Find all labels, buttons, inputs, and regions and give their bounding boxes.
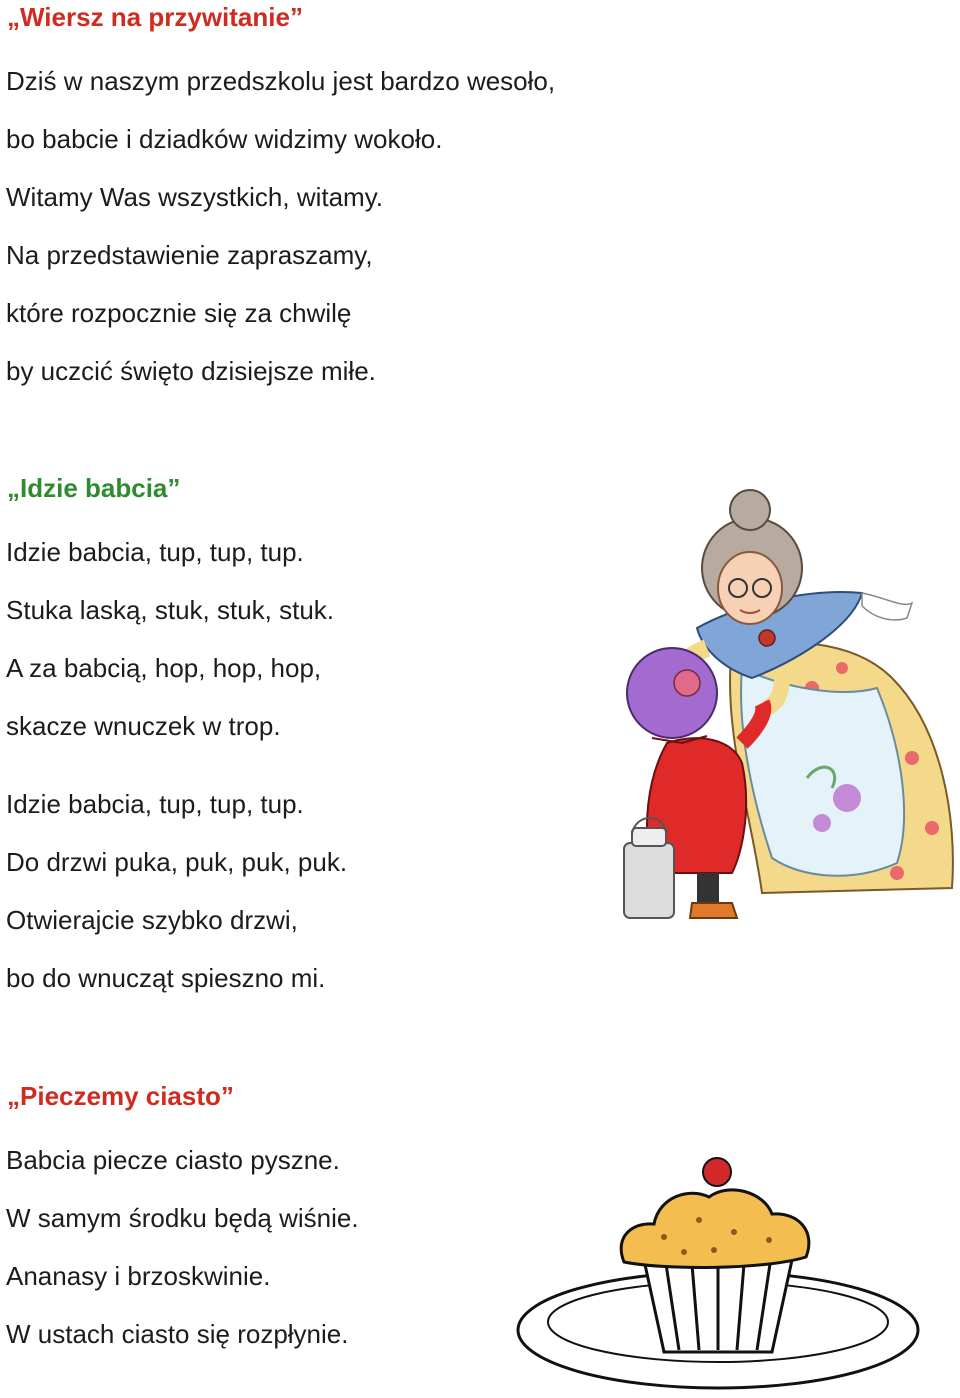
poem-line: Ananasy i brzoskwinie. [6,1261,271,1291]
poem-title-cake: „Pieczemy ciasto” [7,1081,234,1111]
poem-line: skacze wnuczek w trop. [6,711,281,741]
poem-line: Babcia piecze ciasto pyszne. [6,1145,340,1175]
poem-line: Do drzwi puka, puk, puk, puk. [6,847,348,877]
poem-line: W samym środku będą wiśnie. [6,1203,359,1233]
poem-line: W ustach ciasto się rozpłynie. [6,1319,349,1349]
poem-line: by uczcić święto dzisiejsze miłe. [6,356,376,386]
poem-line: które rozpocznie się za chwilę [6,298,352,328]
poem-line: A za babcią, hop, hop, hop, [6,653,322,683]
poem-line: Na przedstawienie zapraszamy, [6,240,373,270]
cupcake-illustration [514,1152,922,1396]
poem-title-grandma: „Idzie babcia” [7,473,181,503]
poem-line: Otwierajcie szybko drzwi, [6,905,298,935]
poem-line: Dziś w naszym przedszkolu jest bardzo wesoło, [6,66,556,96]
poem-title-welcome: „Wiersz na przywitanie” [7,2,303,32]
poem-line: Stuka laską, stuk, stuk, stuk. [6,595,335,625]
poem-line: Idzie babcia, tup, tup, tup. [6,537,304,567]
poem-line: bo babcie i dziadków widzimy wokoło. [6,124,443,154]
poem-line: bo do wnucząt spieszno mi. [6,963,326,993]
poem-line: Witamy Was wszystkich, witamy. [6,182,384,212]
poem-line: Idzie babcia, tup, tup, tup. [6,789,304,819]
grandma-grandchild-illustration [612,488,958,928]
